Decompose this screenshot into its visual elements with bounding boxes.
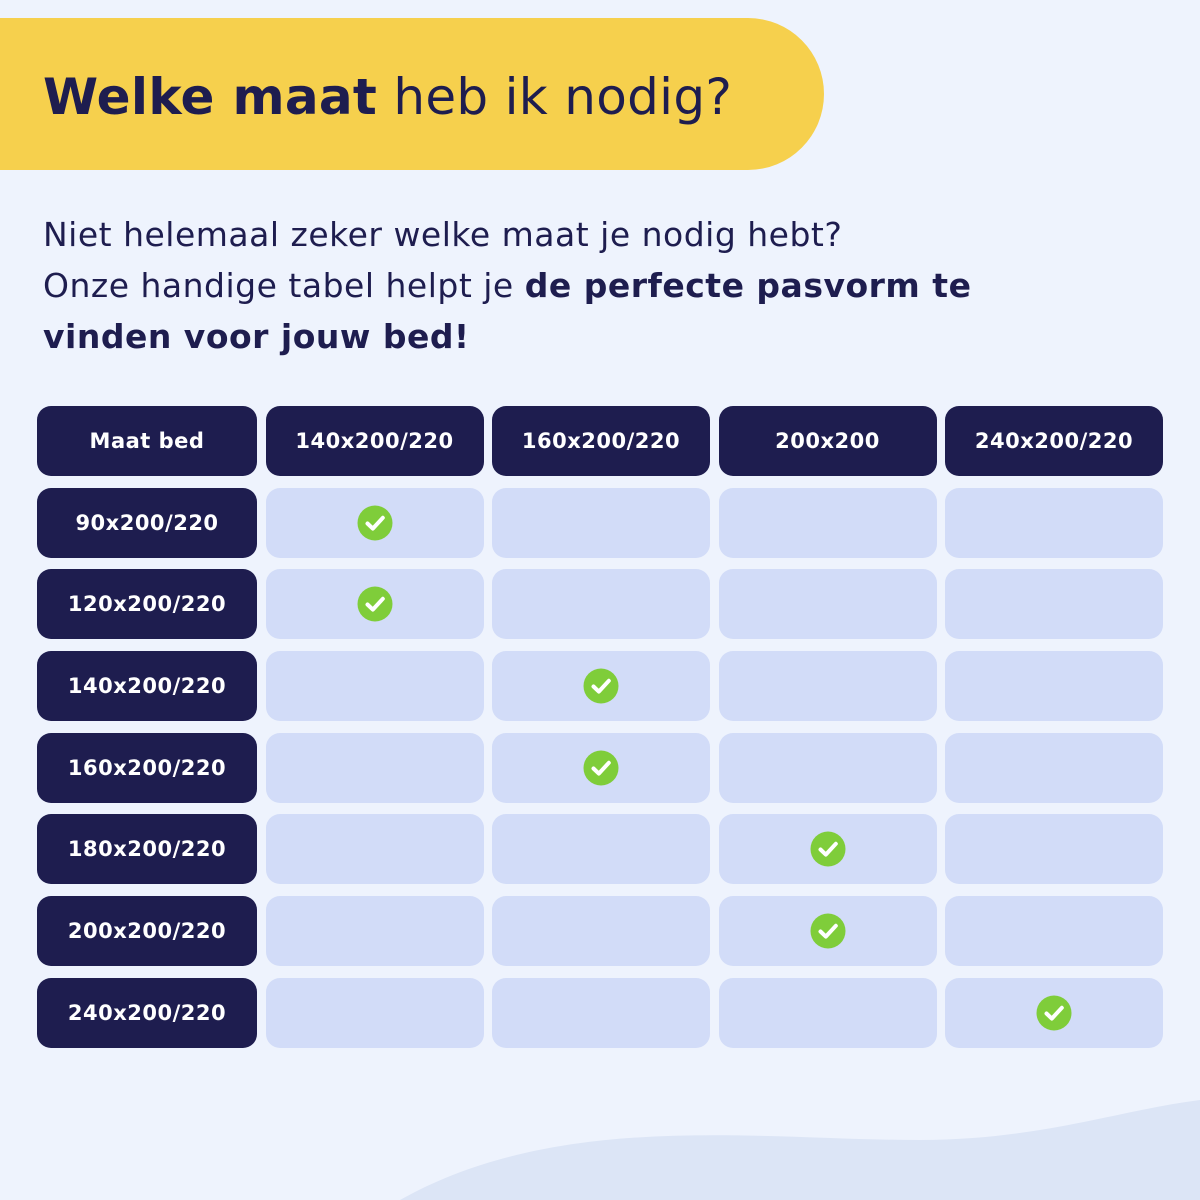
intro-line1: Niet helemaal zeker welke maat je nodig hebt? bbox=[43, 215, 843, 254]
intro-emphasis: de perfecte pasvorm te vinden voor jouw bed! bbox=[43, 266, 972, 356]
table-cell bbox=[719, 814, 937, 884]
intro-line2: Onze handige tabel helpt je bbox=[43, 266, 525, 305]
table-cell bbox=[492, 569, 710, 639]
page-title bbox=[43, 62, 732, 132]
table-cell bbox=[945, 651, 1163, 721]
table-cell bbox=[266, 569, 484, 639]
table-cell bbox=[266, 488, 484, 558]
table-cell bbox=[719, 896, 937, 966]
table-cell bbox=[945, 569, 1163, 639]
column-header: 160x200/220 bbox=[492, 406, 710, 476]
table-cell bbox=[719, 488, 937, 558]
table-cell bbox=[266, 814, 484, 884]
column-header: 240x200/220 bbox=[945, 406, 1163, 476]
table-cell bbox=[492, 978, 710, 1048]
check-circle-icon bbox=[357, 505, 393, 541]
row-label: 180x200/220 bbox=[37, 814, 257, 884]
check-circle-icon bbox=[810, 913, 846, 949]
table-cell bbox=[719, 651, 937, 721]
table-cell bbox=[945, 978, 1163, 1048]
row-label: 140x200/220 bbox=[37, 651, 257, 721]
table-cell bbox=[266, 896, 484, 966]
check-circle-icon bbox=[1036, 995, 1072, 1031]
title-bold: Welke maat bbox=[43, 68, 378, 126]
table-cell bbox=[719, 733, 937, 803]
title-regular: heb ik nodig? bbox=[377, 68, 733, 126]
check-circle-icon bbox=[583, 750, 619, 786]
table-cell bbox=[945, 814, 1163, 884]
row-label: 90x200/220 bbox=[37, 488, 257, 558]
intro-text bbox=[43, 209, 1043, 362]
header-maat-bed: Maat bed bbox=[37, 406, 257, 476]
column-header: 140x200/220 bbox=[266, 406, 484, 476]
row-label: 200x200/220 bbox=[37, 896, 257, 966]
check-circle-icon bbox=[583, 668, 619, 704]
table-cell bbox=[719, 978, 937, 1048]
table-cell bbox=[266, 978, 484, 1048]
table-cell bbox=[492, 733, 710, 803]
table-cell bbox=[266, 733, 484, 803]
table-cell bbox=[945, 896, 1163, 966]
row-label: 120x200/220 bbox=[37, 569, 257, 639]
table-cell bbox=[492, 488, 710, 558]
row-label: 160x200/220 bbox=[37, 733, 257, 803]
table-cell bbox=[945, 733, 1163, 803]
table-cell bbox=[492, 814, 710, 884]
table-cell bbox=[719, 569, 937, 639]
column-header: 200x200 bbox=[719, 406, 937, 476]
table-cell bbox=[492, 896, 710, 966]
check-circle-icon bbox=[357, 586, 393, 622]
check-circle-icon bbox=[810, 831, 846, 867]
table-cell bbox=[266, 651, 484, 721]
table-cell bbox=[945, 488, 1163, 558]
row-label: 240x200/220 bbox=[37, 978, 257, 1048]
size-table bbox=[37, 406, 1163, 1048]
table-cell bbox=[492, 651, 710, 721]
